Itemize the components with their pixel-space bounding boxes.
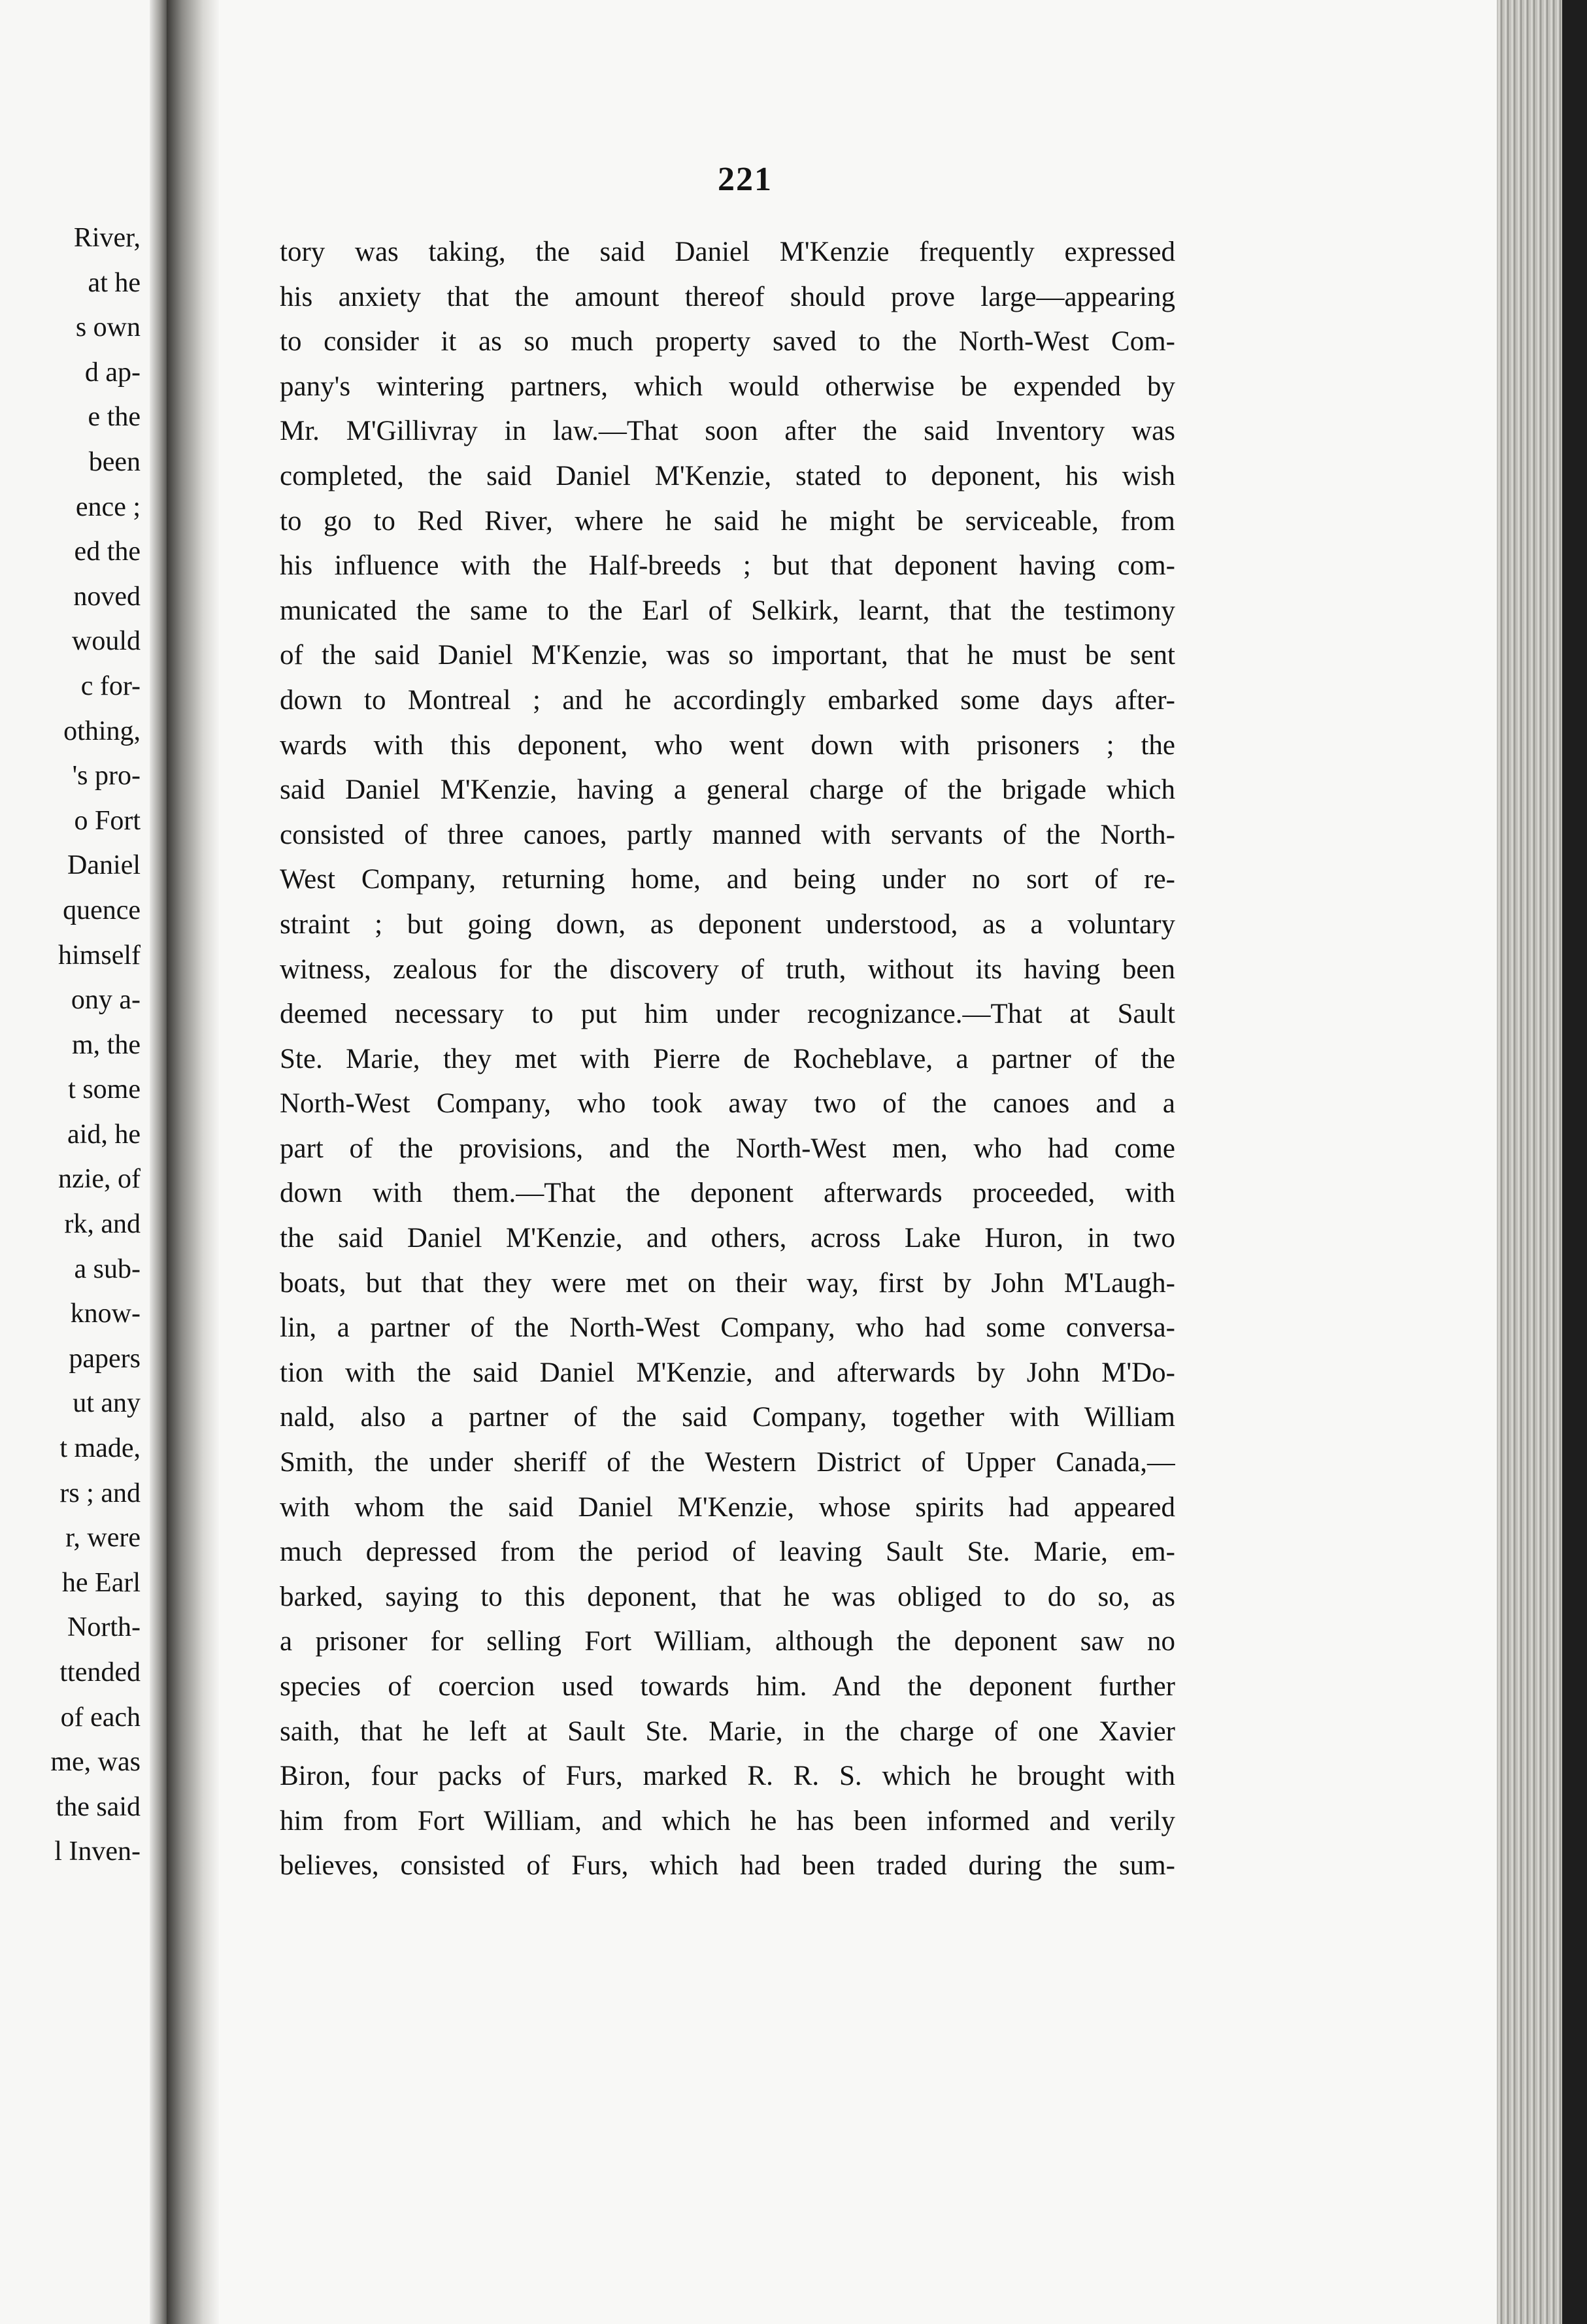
left-page-line: l Inven- [54, 1836, 141, 1867]
left-page-line: a sub- [74, 1253, 141, 1284]
left-page-line: s own [75, 312, 141, 343]
left-page-line: Daniel [67, 850, 141, 881]
left-page-line: would [72, 626, 141, 657]
left-page-line: ony a- [71, 985, 141, 1016]
text-line: much depressed from the period of leaving Sault Ste. Marie, em- [280, 1536, 1175, 1568]
left-page-line: r, were [65, 1523, 141, 1553]
text-line: North-West Company, who took away two of the canoes and a [280, 1088, 1175, 1120]
text-line: a prisoner for selling Fort William, although the deponent saw no [280, 1626, 1175, 1657]
left-page-line: 's pro- [72, 761, 141, 791]
text-line: lin, a partner of the North-West Company, who had some conversa- [280, 1312, 1175, 1344]
book-binding [167, 0, 219, 2324]
text-line: consisted of three canoes, partly manned with servants of the North- [280, 819, 1175, 850]
left-page-line: of each [60, 1702, 141, 1733]
text-line: species of coercion used towards him. And the deponent further [280, 1671, 1175, 1702]
text-line: said Daniel M'Kenzie, having a general charge of the brigade which [280, 774, 1175, 806]
text-line: believes, consisted of Furs, which had been traded during the sum- [280, 1850, 1175, 1882]
text-line: the said Daniel M'Kenzie, and others, across Lake Huron, in two [280, 1223, 1175, 1254]
text-line: witness, zealous for the discovery of truth, without its having been [280, 954, 1175, 985]
left-page-line: ed the [74, 537, 141, 567]
page-stack-edge [1497, 0, 1562, 2324]
left-page-line: o Fort [74, 805, 141, 836]
left-page-line: himself [58, 940, 141, 971]
text-line: Biron, four packs of Furs, marked R. R. S. which he brought with [280, 1761, 1175, 1792]
text-line: down to Montreal ; and he accordingly embarked some days after- [280, 684, 1175, 716]
text-line: Ste. Marie, they met with Pierre de Rocheblave, a partner of the [280, 1043, 1175, 1074]
left-page-line: d ap- [84, 357, 141, 388]
text-line: saith, that he left at Sault Ste. Marie, in the charge of one Xavier [280, 1716, 1175, 1747]
left-page-line: ttended [59, 1657, 141, 1687]
text-line: boats, but that they were met on their way, first by John M'Laugh- [280, 1267, 1175, 1299]
text-line: wards with this deponent, who went down with prisoners ; the [280, 729, 1175, 761]
text-line: barked, saying to this deponent, that he was obliged to do so, as [280, 1581, 1175, 1612]
text-line: his influence with the Half-breeds ; but that deponent having com- [280, 550, 1175, 582]
text-line: tion with the said Daniel M'Kenzie, and afterwards by John M'Do- [280, 1357, 1175, 1388]
text-line: Mr. M'Gillivray in law.—That soon after the said Inventory was [280, 416, 1175, 447]
text-line: down with them.—That the deponent afterwards proceeded, with [280, 1178, 1175, 1209]
left-page-line: e the [88, 402, 141, 433]
left-page-line: c for- [80, 671, 141, 701]
text-line: Smith, the under sheriff of the Western District of Upper Canada,— [280, 1447, 1175, 1478]
outer-border [1562, 0, 1587, 2324]
left-page-line: ence ; [75, 491, 141, 522]
left-page-line: noved [73, 581, 141, 612]
text-line: tory was taking, the said Daniel M'Kenzie frequently expressed [280, 237, 1175, 267]
left-page-line: rs ; and [59, 1478, 141, 1508]
text-line: him from Fort William, and which he has been informed and verily [280, 1805, 1175, 1836]
left-page-gutter-shadow [150, 0, 167, 2324]
left-page-line: he Earl [61, 1567, 141, 1598]
text-line: West Company, returning home, and being under no sort of re- [280, 864, 1175, 895]
left-page-line: othing, [63, 716, 141, 746]
left-page-line: at he [88, 267, 141, 298]
text-line: part of the provisions, and the North-West men, who had come [280, 1133, 1175, 1164]
left-page-line: nzie, of [58, 1164, 141, 1195]
left-page-line: quence [63, 895, 141, 925]
left-page-line: River, [73, 223, 141, 253]
text-line: nald, also a partner of the said Company, together with William [280, 1402, 1175, 1433]
left-page-line: ut any [73, 1388, 141, 1419]
left-page-line: been [88, 446, 141, 477]
left-page-line: rk, and [64, 1209, 141, 1240]
left-page-line: the said [56, 1791, 141, 1822]
body-text [280, 230, 1175, 1889]
left-page-line: papers [69, 1343, 141, 1374]
left-page-line: me, was [50, 1747, 141, 1778]
text-line: pany's wintering partners, which would otherwise be expended by [280, 371, 1175, 402]
left-page-line: m, the [72, 1029, 141, 1060]
left-page-line: North- [67, 1612, 141, 1643]
text-line: to go to Red River, where he said he might be serviceable, from [280, 505, 1175, 537]
left-page-line: t some [68, 1074, 141, 1105]
text-line: completed, the said Daniel M'Kenzie, stated to deponent, his wish [280, 460, 1175, 491]
left-page-text [0, 216, 141, 1874]
text-line: to consider it as so much property saved to the North-West Com- [280, 326, 1175, 357]
text-line: deemed necessary to put him under recognizance.—That at Sault [280, 999, 1175, 1030]
text-line: municated the same to the Earl of Selkirk, learnt, that the testimony [280, 595, 1175, 626]
left-page-line: t made, [59, 1433, 141, 1464]
text-line: with whom the said Daniel M'Kenzie, whose spirits had appeared [280, 1491, 1175, 1523]
page-number: 221 [718, 161, 773, 198]
left-page-line: know- [70, 1299, 141, 1329]
left-page [0, 0, 167, 2324]
text-line: of the said Daniel M'Kenzie, was so important, that he must be sent [280, 640, 1175, 671]
text-line: his anxiety that the amount thereof should prove large—appearing [280, 281, 1175, 312]
left-page-line: aid, he [67, 1119, 141, 1150]
text-line: straint ; but going down, as deponent understood, as a voluntary [280, 908, 1175, 940]
